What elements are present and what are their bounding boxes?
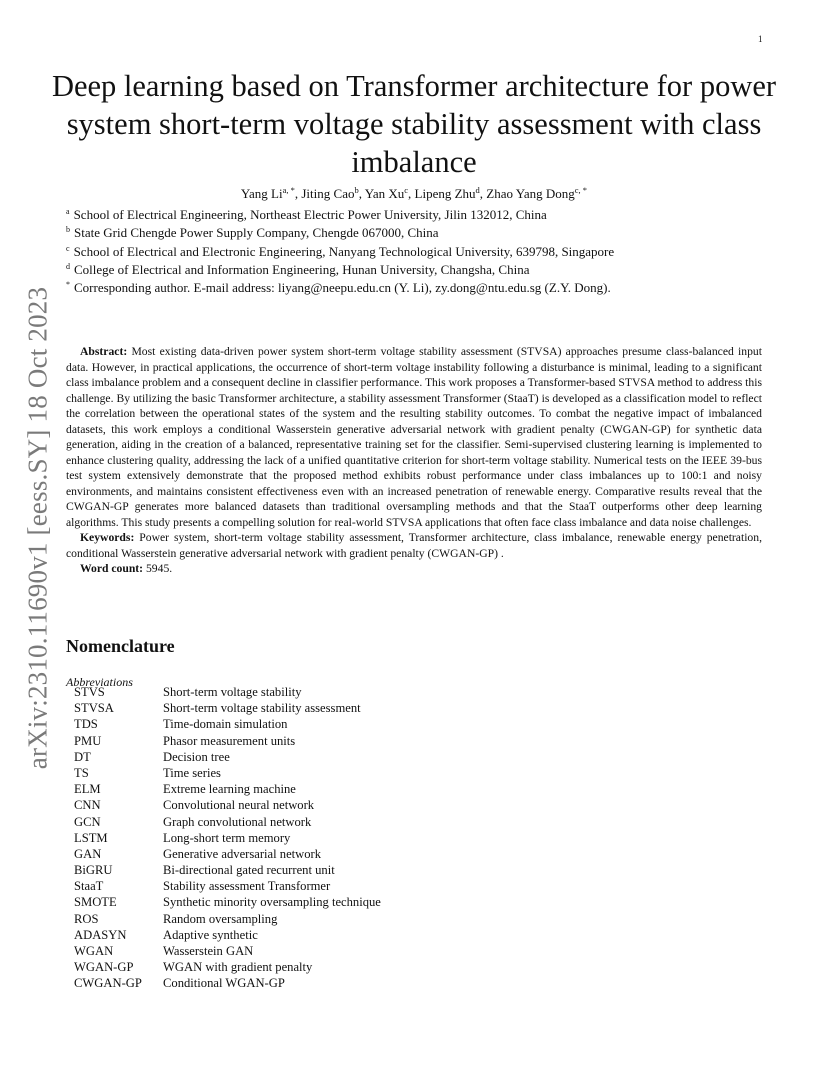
abstract-label: Abstract: xyxy=(80,345,128,358)
keywords-label: Keywords: xyxy=(80,531,135,544)
affiliation: $^c$ School of Electrical and Electronic Engineering, Nanyang Technological University, 639798, Singapore xyxy=(66,243,615,259)
abbreviation-row xyxy=(74,700,381,716)
abstract-text: Most existing data-driven power system short-term voltage stability assessment (STVSA) approaches presume class-balanced input data. However, in practical applications, the occurrence of short-term voltage instability following a disturbance is minimal, leading to a significant class imbalance problem and a consequent decline in classifier performance. This work proposes a Transformer-based STVSA method to address this challenge. By utilizing the basic Transformer architecture, a stability assessment Transformer (StaaT) is developed as a classification model to reflect the correlation between the operational states of the system and the resulting stability outcomes. To combat the negative impact of imbalanced datasets, this work employs a conditional Wasserstein generative adversarial network with gradient penalty (CWGAN-GP) for synthetic data generation, aiding in the creation of a balanced, representative training set for the classifier. Semi-supervised clustering learning is implemented to enhance clustering quality, addressing the lack of a unified quantitative criterion for short-term voltage stability. Numerical tests on the IEEE 39-bus test system extensively demonstrate that the proposed method exhibits robust performance under class imbalances up to 100:1 and noisy environments, and maintains consistent effectiveness even with an increased penetration of renewable energy. Comparative results reveal that the CWGAN-GP generates more balanced datasets than traditional oversampling methods and that the StaaT outperforms other deep learning algorithms. This study presents a compelling solution for real-world STVSA applications that often face class imbalance and data noise challenges. xyxy=(66,345,762,529)
abbreviation-row xyxy=(74,943,381,959)
abbreviation-term: STVSA xyxy=(74,701,114,716)
abbreviation-row xyxy=(74,894,381,910)
affiliation: $^d$ College of Electrical and Information Engineering, Hunan University, Changsha, China xyxy=(66,261,530,277)
abbreviation-term: CNN xyxy=(74,798,101,813)
abbreviation-definition: Short-term voltage stability assessment xyxy=(163,701,361,716)
affiliation: $^a$ School of Electrical Engineering, Northeast Electric Power University, Jilin 132012, China xyxy=(66,207,547,222)
word-count-value: 5945. xyxy=(145,562,173,575)
abbreviation-term: GAN xyxy=(74,846,102,861)
abbreviation-term: WGAN-GP xyxy=(74,960,134,975)
abbreviation-definition: Stability assessment Transformer xyxy=(163,879,331,894)
paper-title: Deep learning based on Transformer architecture for power system short-term voltage stability assessment with class imbalance xyxy=(51,69,777,179)
abbreviation-definition: Short-term voltage stability xyxy=(163,685,302,699)
abbreviation-term: PMU xyxy=(74,733,102,748)
affiliation: $^b$ State Grid Chengde Power Supply Company, Chengde 067000, China xyxy=(66,225,439,241)
abstract-section xyxy=(66,344,762,577)
word-count xyxy=(66,561,762,577)
abbreviation-term: LSTM xyxy=(74,830,108,845)
abbreviation-row xyxy=(74,781,381,797)
abbreviation-row xyxy=(74,684,381,700)
abbreviation-term: WGAN xyxy=(74,944,114,958)
abbreviation-term: StaaT xyxy=(74,879,104,894)
abbreviation-term: BiGRU xyxy=(74,863,113,878)
abstract xyxy=(66,344,762,530)
affiliations xyxy=(66,206,786,297)
abbreviations-caption: Abbreviations xyxy=(66,675,133,689)
abbreviation-term: STVS xyxy=(74,685,105,699)
abbreviation-row xyxy=(74,797,381,813)
abbreviation-term: SMOTE xyxy=(74,895,117,910)
abbreviation-row xyxy=(74,830,381,846)
abbreviation-term: DT xyxy=(74,749,91,764)
abbreviation-definition: Graph convolutional network xyxy=(163,814,312,829)
abbreviation-row xyxy=(74,716,381,732)
abbreviation-definition: WGAN with gradient penalty xyxy=(163,960,313,975)
abbreviation-definition: Decision tree xyxy=(163,749,230,764)
keywords-text: Power system, short-term voltage stability assessment, Transformer architecture, class imbalance, renewable energy penetration, conditional Wasserstein generative adversarial network with gradient penalty (CWGAN-GP) . xyxy=(66,531,762,560)
arxiv-identifier: arXiv:2310.11690v1 [eess.SY] 18 Oct 2023 xyxy=(22,286,53,770)
abbreviation-definition: Phasor measurement units xyxy=(163,733,296,748)
abbreviation-definition: Extreme learning machine xyxy=(163,782,296,797)
abbreviation-row xyxy=(74,765,381,781)
word-count-label: Word count: xyxy=(80,562,144,575)
abbreviation-definition: Random oversampling xyxy=(163,911,278,926)
author-list xyxy=(0,186,828,202)
abbreviation-definition: Wasserstein GAN xyxy=(163,944,254,958)
abbreviation-row xyxy=(74,959,381,975)
abbreviation-row xyxy=(74,733,381,749)
abbreviation-term: ELM xyxy=(74,782,101,797)
abbreviation-definition: Long-short term memory xyxy=(163,830,291,845)
abbreviation-term: ADASYN xyxy=(74,927,127,942)
page-number: 1 xyxy=(758,34,763,44)
keywords xyxy=(66,530,762,561)
abbreviation-definition: Generative adversarial network xyxy=(163,846,322,861)
abbreviation-definition: Convolutional neural network xyxy=(163,798,315,813)
abbreviation-definition: Synthetic minority oversampling technique xyxy=(163,895,381,910)
abbreviation-row xyxy=(74,846,381,862)
author: Yan Xu$^c$, xyxy=(364,185,415,201)
nomenclature-heading: Nomenclature xyxy=(66,636,175,656)
corresponding-author: * Corresponding author. E-mail address: liyang@neepu.edu.cn (Y. Li), zy.dong@ntu.edu.sg (Z.Y. Dong). xyxy=(66,280,611,296)
abbreviation-term: TS xyxy=(74,765,89,780)
abbreviation-definition: Conditional WGAN-GP xyxy=(163,976,285,991)
abbreviation-row xyxy=(74,927,381,943)
author: Lipeng Zhu$^d$, xyxy=(414,185,487,201)
abbreviation-row xyxy=(74,749,381,765)
abbreviation-definition: Time series xyxy=(163,765,221,780)
abbreviation-term: GCN xyxy=(74,814,101,829)
abbreviations-list xyxy=(74,684,381,992)
author: Zhao Yang Dong$^{c, *}$ xyxy=(486,185,588,201)
abbreviation-row xyxy=(74,814,381,830)
author: Jiting Cao$^b$, xyxy=(301,185,365,201)
author: Yang $Li^{a, *}$, xyxy=(240,185,302,201)
abbreviation-row xyxy=(74,862,381,878)
abbreviation-definition: Adaptive synthetic xyxy=(163,927,258,942)
abbreviation-row xyxy=(74,911,381,927)
abbreviation-row xyxy=(74,975,381,991)
abbreviation-row xyxy=(74,878,381,894)
abbreviation-term: ROS xyxy=(74,911,99,926)
abbreviation-term: CWGAN-GP xyxy=(74,976,142,991)
abbreviation-term: TDS xyxy=(74,717,98,732)
abbreviation-definition: Bi-directional gated recurrent unit xyxy=(163,863,335,878)
abbreviation-definition: Time-domain simulation xyxy=(163,717,288,732)
